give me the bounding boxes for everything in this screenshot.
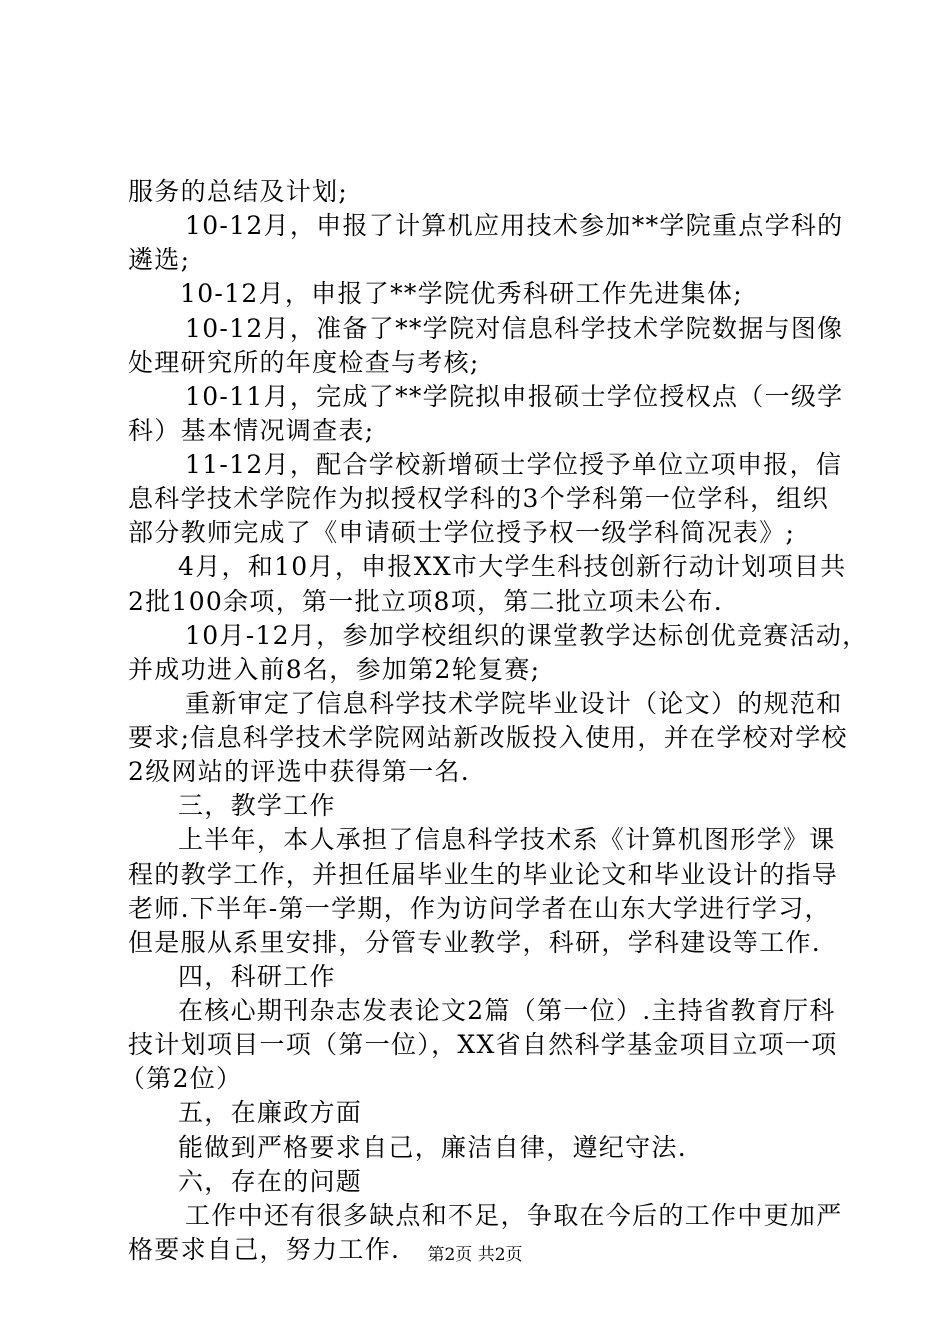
- body-line: 2批100余项，第一批立项8项，第二批立项未公布.: [128, 587, 723, 616]
- body-line: 并成功进入前8名，参加第2轮复赛;: [128, 655, 541, 684]
- body-line: 11-12月，配合学校新增硕士学位授予单位立项申报，信: [185, 450, 843, 479]
- body-line: 重新审定了信息科学技术学院毕业设计（论文）的规范和: [185, 689, 843, 718]
- body-line: 服务的总结及计划;: [128, 177, 349, 206]
- body-line: 要求;信息科学技术学院网站新改版投入使用，并在学校对学校: [128, 723, 848, 752]
- body-line: 能做到严格要求自己，廉洁自律，遵纪守法.: [178, 1133, 687, 1162]
- body-line: 老师.下半年-第一学期，作为访问学者在山东大学进行学习，: [128, 894, 831, 923]
- body-line: 10月-12月，参加学校组织的课堂教学达标创优竞赛活动，: [185, 621, 869, 650]
- body-line: 10-11月，完成了**学院拟申报硕士学位授权点（一级学: [185, 382, 844, 411]
- body-line: 10-12月，申报了**学院优秀科研工作先进集体;: [180, 279, 743, 308]
- body-line: 部分教师完成了《申请硕士学位授予权一级学科简况表》;: [128, 518, 796, 547]
- body-line: 4月，和10月，申报XX市大学生科技创新行动计划项目共: [178, 552, 847, 581]
- body-line: 处理研究所的年度检查与考核;: [128, 348, 480, 377]
- section-heading: 三，教学工作: [178, 791, 336, 820]
- body-line: 在核心期刊杂志发表论文2篇（第一位）.主持省教育厅科: [178, 996, 836, 1025]
- body-line: 遴选;: [128, 245, 191, 274]
- body-line: （第2位）: [120, 1064, 243, 1093]
- section-heading: 六，存在的问题: [178, 1167, 363, 1196]
- body-line: 科）基本情况调查表;: [128, 416, 375, 445]
- body-line: 程的教学工作，并担任届毕业生的毕业论文和毕业设计的指导: [128, 860, 839, 889]
- body-line: 2级网站的评选中获得第一名.: [128, 757, 471, 786]
- page-number-footer: 第2页 共2页: [427, 1245, 523, 1265]
- section-heading: 四，科研工作: [178, 962, 336, 991]
- body-line: 上半年，本人承担了信息科学技术系《计算机图形学》课: [178, 825, 836, 854]
- body-line: 10-12月，申报了计算机应用技术参加**学院重点学科的: [185, 211, 844, 240]
- body-line: 但是服从系里安排，分管专业教学，科研，学科建设等工作.: [128, 928, 822, 957]
- body-line: 10-12月，准备了**学院对信息科学技术学院数据与图像: [185, 314, 844, 343]
- body-line: 技计划项目一项（第一位），XX省自然科学基金项目立项一项: [128, 1030, 838, 1059]
- body-line: 格要求自己，努力工作.: [128, 1235, 401, 1264]
- body-line: 工作中还有很多缺点和不足，争取在今后的工作中更加严: [185, 1201, 843, 1230]
- section-heading: 五，在廉政方面: [178, 1098, 363, 1127]
- body-line: 息科学技术学院作为拟授权学科的3个学科第一位学科，组织: [128, 484, 830, 513]
